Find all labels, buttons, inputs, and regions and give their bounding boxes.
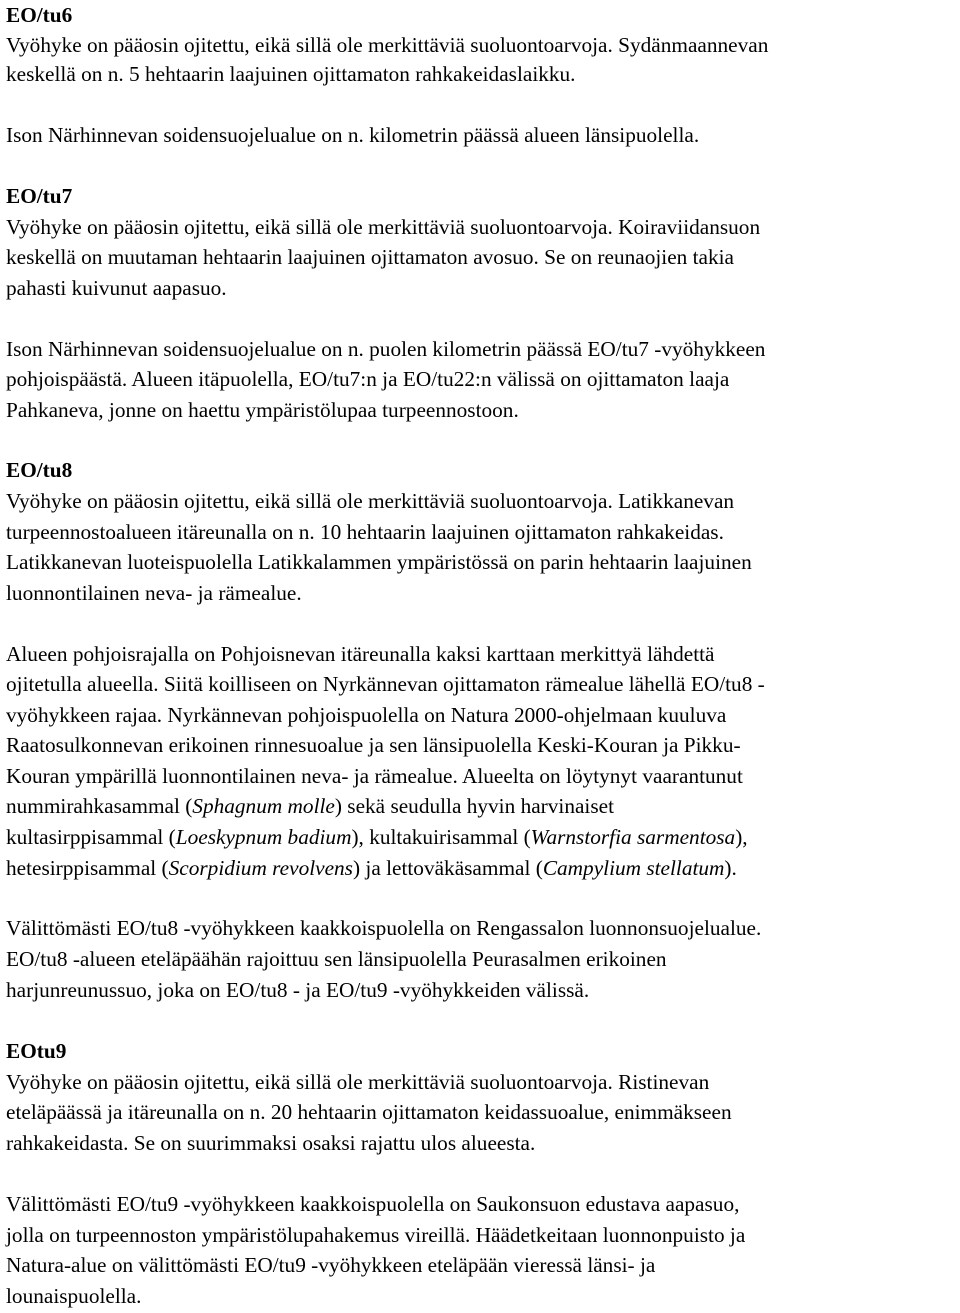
paragraph-line: harjunreunussuo, joka on EO/tu8 - ja EO/tu9 -vyöhykkeiden välissä. <box>6 978 590 1002</box>
paragraph-line: turpeennostoalueen itäreunalla on n. 10 hehtaarin laajuinen ojittamaton rahkakeidas. <box>6 520 724 544</box>
paragraph-line: EO/tu8 -alueen eteläpäähän rajoittuu sen länsipuolella Peurasalmen erikoinen <box>6 947 667 971</box>
text-run: kultasirppisammal ( <box>6 825 176 849</box>
paragraph-line: jolla on turpeennoston ympäristölupahakemus vireillä. Häädetkeitaan luonnonpuisto ja <box>6 1223 746 1247</box>
paragraph-line: Raatosulkonnevan erikoinen rinnesuoalue ja sen länsipuolella Keski-Kouran ja Pikku- <box>6 733 741 757</box>
paragraph-line: Alueen pohjoisrajalla on Pohjoisnevan itäreunalla kaksi karttaan merkittyä lähdettä <box>6 642 715 666</box>
paragraph-line: ojitetulla alueella. Siitä koilliseen on Nyrkännevan ojittamaton rämealue lähellä EO/tu8 - <box>6 672 765 696</box>
species-name-italic: Loeskypnum badium <box>175 825 352 849</box>
section-heading-tu8: EO/tu8 <box>6 458 73 482</box>
paragraph-line: Vyöhyke on pääosin ojitettu, eikä sillä ole merkittäviä suoluontoarvoja. Sydänmaannevan <box>6 33 769 57</box>
text-run: ) ja lettoväkäsammal ( <box>352 856 543 880</box>
paragraph-line: Kouran ympärillä luonnontilainen neva- ja rämealue. Alueelta on löytynyt vaarantunut <box>6 764 743 788</box>
paragraph-line: Pahkaneva, jonne on haettu ympäristölupaa turpeennostoon. <box>6 398 519 422</box>
text-run: nummirahkasammal ( <box>6 794 193 818</box>
paragraph-line: rahkakeidasta. Se on suurimmaksi osaksi rajattu ulos alueesta. <box>6 1131 536 1155</box>
paragraph-line: Vyöhyke on pääosin ojitettu, eikä sillä ole merkittäviä suoluontoarvoja. Ristinevan <box>6 1070 710 1094</box>
paragraph-line: Välittömästi EO/tu9 -vyöhykkeen kaakkoispuolella on Saukonsuon edustava aapasuo, <box>6 1192 740 1216</box>
paragraph-line <box>6 822 748 852</box>
paragraph-line <box>6 853 737 883</box>
section-heading-tu9: EOtu9 <box>6 1039 67 1063</box>
text-run: hetesirppisammal ( <box>6 856 169 880</box>
paragraph-line: pahasti kuivunut aapasuo. <box>6 276 227 300</box>
section-heading-tu6: EO/tu6 <box>6 3 73 27</box>
species-name-italic: Scorpidium revolvens <box>168 856 353 880</box>
species-name-italic: Sphagnum molle <box>192 794 335 818</box>
paragraph-line: Natura-alue on välittömästi EO/tu9 -vyöhykkeen eteläpään vieressä länsi- ja <box>6 1253 656 1277</box>
text-run: ) sekä seudulla hyvin harvinaiset <box>334 794 615 818</box>
paragraph-line <box>6 791 614 821</box>
text-run: ). <box>724 856 737 880</box>
species-name-italic: Campylium stellatum <box>542 856 725 880</box>
paragraph-line: lounaispuolella. <box>6 1284 142 1308</box>
text-run: ), <box>735 825 748 849</box>
species-name-italic: Warnstorfia sarmentosa <box>530 825 736 849</box>
paragraph-line: pohjoispäästä. Alueen itäpuolella, EO/tu7:n ja EO/tu22:n välissä on ojittamaton laaja <box>6 367 730 391</box>
paragraph-line: eteläpäässä ja itäreunalla on n. 20 hehtaarin ojittamaton keidassuoalue, enimmäkseen <box>6 1100 732 1124</box>
paragraph-line: keskellä on n. 5 hehtaarin laajuinen ojittamaton rahkakeidaslaikku. <box>6 62 576 86</box>
paragraph-line: Latikkanevan luoteispuolella Latikkalammen ympäristössä on parin hehtaarin laajuinen <box>6 550 752 574</box>
paragraph-line: Vyöhyke on pääosin ojitettu, eikä sillä ole merkittäviä suoluontoarvoja. Koiraviidansuon <box>6 215 761 239</box>
paragraph-line: Ison Närhinnevan soidensuojelualue on n. kilometrin päässä alueen länsipuolella. <box>6 123 700 147</box>
paragraph-line: Välittömästi EO/tu8 -vyöhykkeen kaakkoispuolella on Rengassalon luonnonsuojelualue. <box>6 916 762 940</box>
paragraph-line: luonnontilainen neva- ja rämealue. <box>6 581 302 605</box>
paragraph-line: keskellä on muutaman hehtaarin laajuinen ojittamaton avosuo. Se on reunaojien takia <box>6 245 735 269</box>
paragraph-line: Vyöhyke on pääosin ojitettu, eikä sillä ole merkittäviä suoluontoarvoja. Latikkanevan <box>6 489 735 513</box>
section-heading-tu7: EO/tu7 <box>6 184 73 208</box>
paragraph-line: Ison Närhinnevan soidensuojelualue on n. puolen kilometrin päässä EO/tu7 -vyöhykkeen <box>6 337 766 361</box>
paragraph-line: vyöhykkeen rajaa. Nyrkännevan pohjoispuolella on Natura 2000-ohjelmaan kuuluva <box>6 703 727 727</box>
text-run: ), kultakuirisammal ( <box>351 825 531 849</box>
